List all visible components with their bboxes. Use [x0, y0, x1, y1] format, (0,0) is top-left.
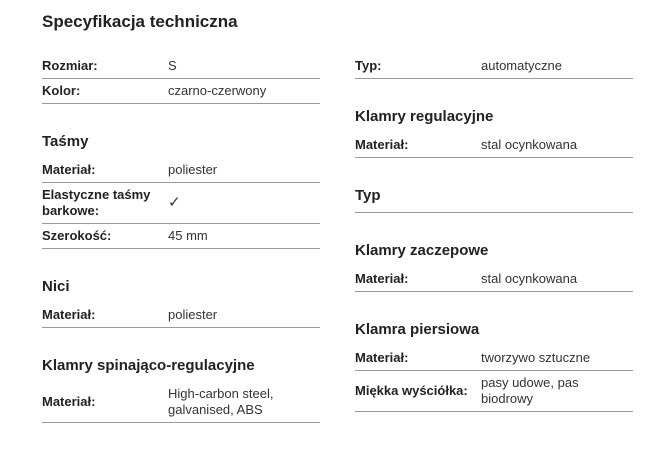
section-title-klamry-spinajaco: Klamry spinająco-regulacyjne	[42, 357, 255, 374]
spec-value: 45 mm	[168, 228, 208, 243]
spec-column-left	[42, 54, 320, 423]
spec-label: Materiał:	[42, 307, 96, 322]
spec-row-material	[42, 303, 320, 328]
spec-value: pasy udowe, pas biodrowy	[481, 375, 579, 406]
spec-label: Rozmiar:	[42, 58, 98, 73]
spec-label: Typ:	[355, 58, 382, 73]
spec-row-color	[42, 79, 320, 104]
section-title-klamra-piersiowa: Klamra piersiowa	[355, 321, 480, 338]
spec-value: stal ocynkowana	[481, 271, 578, 286]
section-title-typ: Typ	[355, 186, 633, 213]
spec-label: Materiał:	[355, 137, 409, 152]
spec-value: automatyczne	[481, 58, 562, 73]
spec-value: tworzywo sztuczne	[481, 350, 591, 365]
spec-value: poliester	[168, 162, 218, 177]
spec-row-size	[42, 54, 320, 79]
spec-row-width	[42, 224, 320, 249]
spec-value: High-carbon steel, galvanised, ABS	[168, 386, 274, 417]
spec-label: Materiał:	[355, 350, 409, 365]
spec-value: czarno-czerwony	[168, 83, 267, 98]
spec-row-material	[355, 133, 633, 158]
spec-label: Szerokość:	[42, 228, 112, 243]
spec-row-padding	[355, 371, 633, 412]
spec-label: Materiał:	[42, 394, 96, 409]
spec-label: Materiał:	[355, 271, 409, 286]
check-icon: ✓	[168, 194, 181, 211]
section-title-tasmy: Taśmy	[42, 133, 89, 150]
spec-value: stal ocynkowana	[481, 137, 578, 152]
spec-label: Kolor:	[42, 83, 81, 98]
spec-row-material	[42, 382, 320, 423]
section-title-klamry-regulacyjne: Klamry regulacyjne	[355, 108, 494, 125]
spec-value: poliester	[168, 307, 218, 322]
spec-row-elastic	[42, 183, 320, 224]
spec-row-type	[355, 54, 633, 79]
spec-row-material	[355, 346, 633, 371]
spec-row-material	[355, 267, 633, 292]
spec-label: Miękka wyściółka:	[355, 383, 468, 398]
page-title: Specyfikacja techniczna	[42, 12, 238, 31]
spec-column-right	[355, 54, 633, 412]
spec-label: Elastyczne taśmy barkowe:	[42, 187, 151, 218]
section-title-nici: Nici	[42, 278, 70, 295]
spec-row-material	[42, 158, 320, 183]
section-title-klamry-zaczepowe: Klamry zaczepowe	[355, 242, 489, 259]
spec-value: S	[168, 58, 177, 73]
spec-label: Materiał:	[42, 162, 96, 177]
